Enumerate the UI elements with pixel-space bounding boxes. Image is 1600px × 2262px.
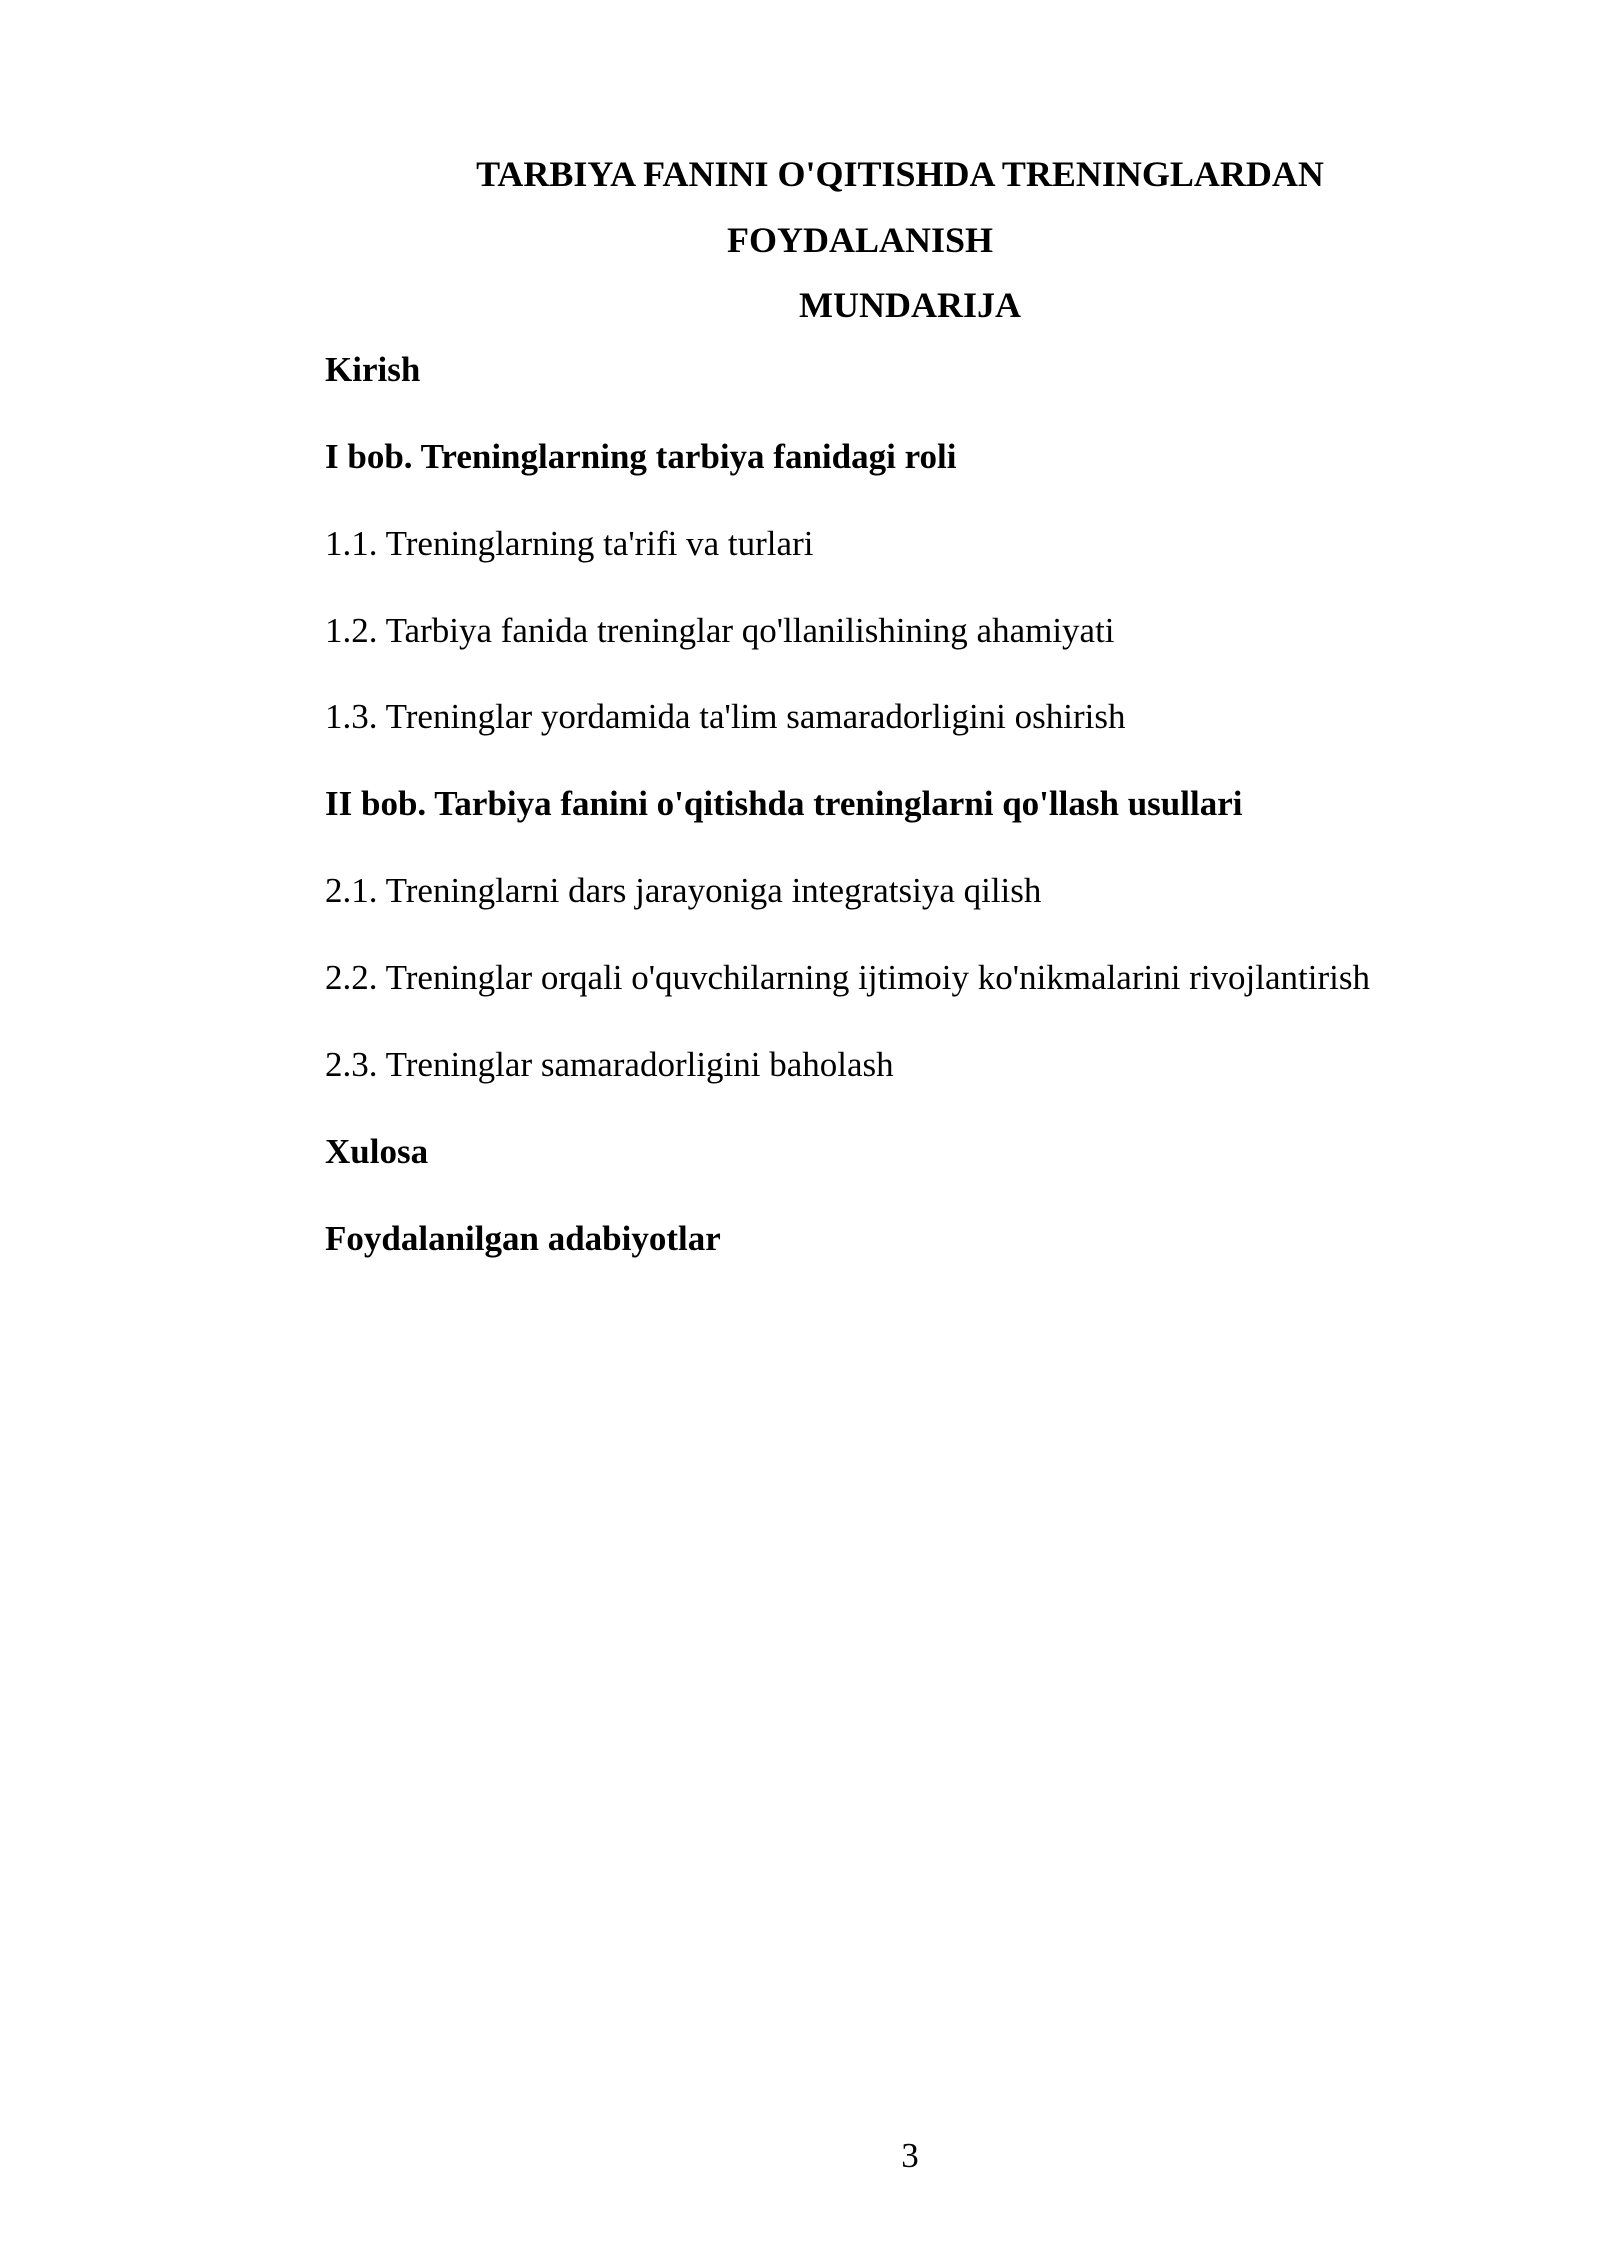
page-number: 3 <box>901 2136 919 2175</box>
toc-entry-introduction: Kirish <box>325 350 421 389</box>
toc-entry-conclusion: Xulosa <box>325 1132 429 1171</box>
toc-heading: MUNDARIJA <box>799 285 1021 325</box>
toc-entry-section-1-1: 1.1. Treninglarning ta'rifi va turlari <box>325 524 814 563</box>
toc-entry-section-2-1: 2.1. Treninglarni dars jarayoniga integratsiya qilish <box>325 871 1042 910</box>
toc-entry-references: Foydalanilgan adabiyotlar <box>325 1219 721 1258</box>
toc-entry-chapter-1: I bob. Treninglarning tarbiya fanidagi roli <box>325 437 957 476</box>
toc-entry-section-2-3: 2.3. Treninglar samaradorligini baholash <box>325 1045 894 1084</box>
document-title-line-2: FOYDALANISH <box>726 220 994 260</box>
toc-entry-section-1-3: 1.3. Treninglar yordamida ta'lim samaradorligini oshirish <box>325 697 1126 736</box>
toc-entry-section-2-2: 2.2. Treninglar orqali o'quvchilarning ijtimoiy ko'nikmalarini rivojlantirish <box>325 958 1370 997</box>
toc-entry-chapter-2: II bob. Tarbiya fanini o'qitishda treninglarni qo'llash usullari <box>325 784 1243 823</box>
toc-entry-section-1-2: 1.2. Tarbiya fanida treninglar qo'llanilishining ahamiyati <box>325 611 1115 650</box>
document-title-line-1: TARBIYA FANINI O'QITISHDA TRENINGLARDAN <box>476 154 1324 194</box>
